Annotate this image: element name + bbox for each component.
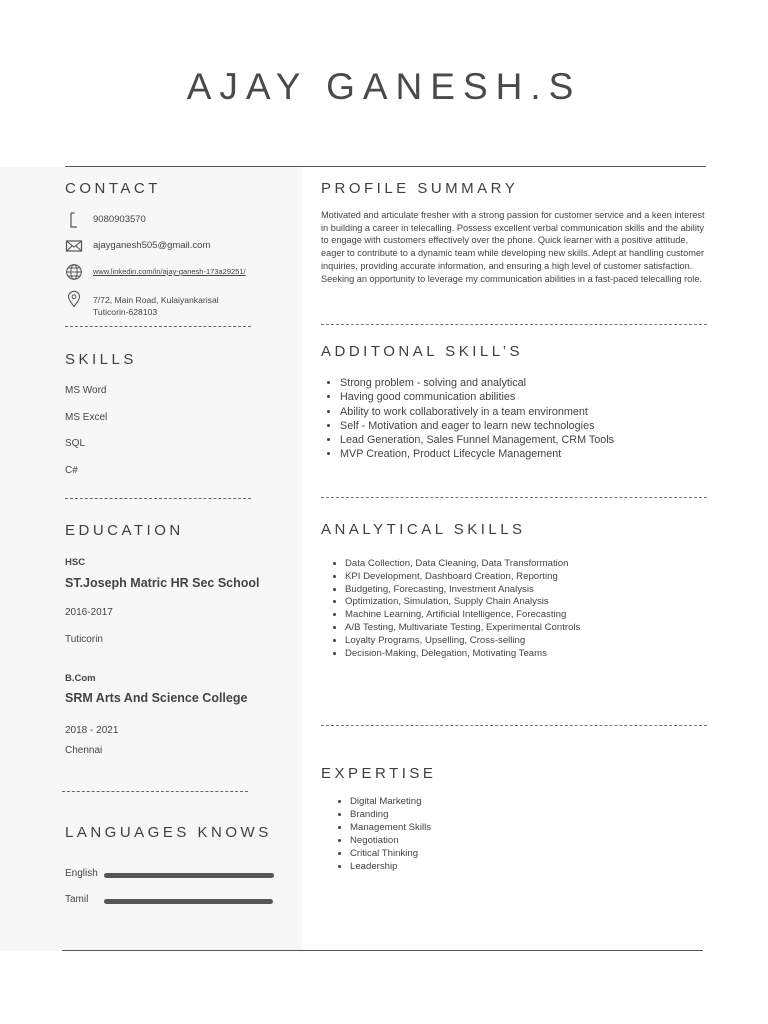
list-item: • Branding [350, 808, 431, 821]
contact-linkedin-link[interactable]: www.linkedin.com/in/ajay-ganesh-173a29251/ [93, 267, 246, 276]
list-item: • Loyalty Programs, Upselling, Cross-selling [345, 635, 580, 648]
analytical-skills-heading: ANALYTICAL SKILLS [321, 521, 526, 538]
additional-skills-heading: ADDITONAL SKILL’S [321, 343, 524, 360]
phone-icon [65, 211, 83, 229]
education-years: 2018 - 2021 [65, 725, 119, 736]
list-item: • Having good communication abilities [340, 390, 614, 404]
list-item: • Decision-Making, Delegation, Motivating Teams [345, 648, 580, 661]
skill-item: C# [65, 465, 78, 476]
skill-item: MS Excel [65, 412, 108, 423]
email-icon [65, 237, 83, 255]
list-item: • Digital Marketing [350, 795, 431, 808]
education-heading: EDUCATION [65, 522, 184, 539]
list-item: • MVP Creation, Product Lifecycle Management [340, 447, 614, 461]
contact-address-row [65, 290, 295, 320]
contact-phone: 9080903570 [93, 214, 146, 225]
contact-heading: CONTACT [65, 180, 161, 197]
list-item: • Critical Thinking [350, 847, 431, 860]
education-school: ST.Joseph Matric HR Sec School [65, 576, 260, 590]
profile-heading: PROFILE SUMMARY [321, 180, 519, 197]
skill-item: SQL [65, 438, 86, 449]
list-item: • Budgeting, Forecasting, Investment Analysis [345, 584, 580, 597]
education-years: 2016-2017 [65, 607, 113, 618]
analytical-skills-list [345, 558, 580, 660]
contact-linkedin-row [65, 263, 295, 287]
list-item: • Ability to work collaboratively in a team environment [340, 405, 614, 419]
language-level-bar-tamil [104, 899, 273, 904]
education-divider [62, 791, 248, 792]
list-item: • Lead Generation, Sales Funnel Management, CRM Tools [340, 433, 614, 447]
address-line-2: Tuticorin-628103 [93, 307, 158, 317]
expertise-list [350, 795, 431, 873]
skills-divider [65, 498, 251, 499]
education-city: Tuticorin [65, 634, 103, 645]
language-name: English [65, 868, 98, 879]
list-item: • A/B Testing, Multivariate Testing, Experimental Controls [345, 622, 580, 635]
list-item: • Machine Learning, Artificial Intelligence, Forecasting [345, 609, 580, 622]
skill-item: MS Word [65, 385, 107, 396]
globe-icon [65, 263, 83, 281]
list-item: • Strong problem - solving and analytical [340, 376, 614, 390]
contact-email[interactable]: ajayganesh505@gmail.com [93, 240, 211, 251]
profile-summary-text: Motivated and articulate fresher with a strong passion for customer service and a keen interest in building a career in telecalling. Possess excellent verbal communication skills and the ability to engage with customers effectively over the phone. Quick learner with a positive attitude, eager to contribute to a dynamic team while developing new skills. Adept at handling customer inquiries, providing accurate information, and ensuring a high level of customer satisfaction. Seeking an opportunity to leverage my communication abilities in a fast-paced telecalling role. [321, 210, 705, 284]
additional-skills-list [340, 376, 614, 462]
address-line-1: 7/72, Main Road, Kulaiyankarisal [93, 295, 219, 305]
education-degree: B.Com [65, 673, 96, 684]
contact-address [93, 294, 219, 318]
profile-divider [321, 324, 707, 325]
skills-heading: SKILLS [65, 351, 137, 368]
education-city: Chennai [65, 745, 103, 756]
list-item: • Self - Motivation and eager to learn new technologies [340, 419, 614, 433]
location-pin-icon [65, 290, 83, 308]
education-degree: HSC [65, 557, 86, 568]
candidate-name: AJAY GANESH.S [186, 66, 582, 107]
language-level-bar-english [104, 873, 274, 878]
bottom-divider [62, 950, 703, 951]
language-name: Tamil [65, 894, 89, 905]
list-item: • KPI Development, Dashboard Creation, Reporting [345, 571, 580, 584]
contact-divider [65, 326, 251, 327]
education-school: SRM Arts And Science College [65, 691, 248, 705]
list-item: • Negotiation [350, 834, 431, 847]
list-item: • Leadership [350, 860, 431, 873]
contact-phone-row [65, 211, 295, 235]
languages-heading: LANGUAGES KNOWS [65, 824, 272, 841]
additional-skills-divider [321, 497, 707, 498]
contact-email-row [65, 237, 295, 261]
list-item: • Optimization, Simulation, Supply Chain Analysis [345, 596, 580, 609]
list-item: • Management Skills [350, 821, 431, 834]
analytical-skills-divider [321, 725, 707, 726]
top-divider [65, 166, 706, 167]
list-item: • Data Collection, Data Cleaning, Data Transformation [345, 558, 580, 571]
expertise-heading: EXPERTISE [321, 765, 437, 782]
